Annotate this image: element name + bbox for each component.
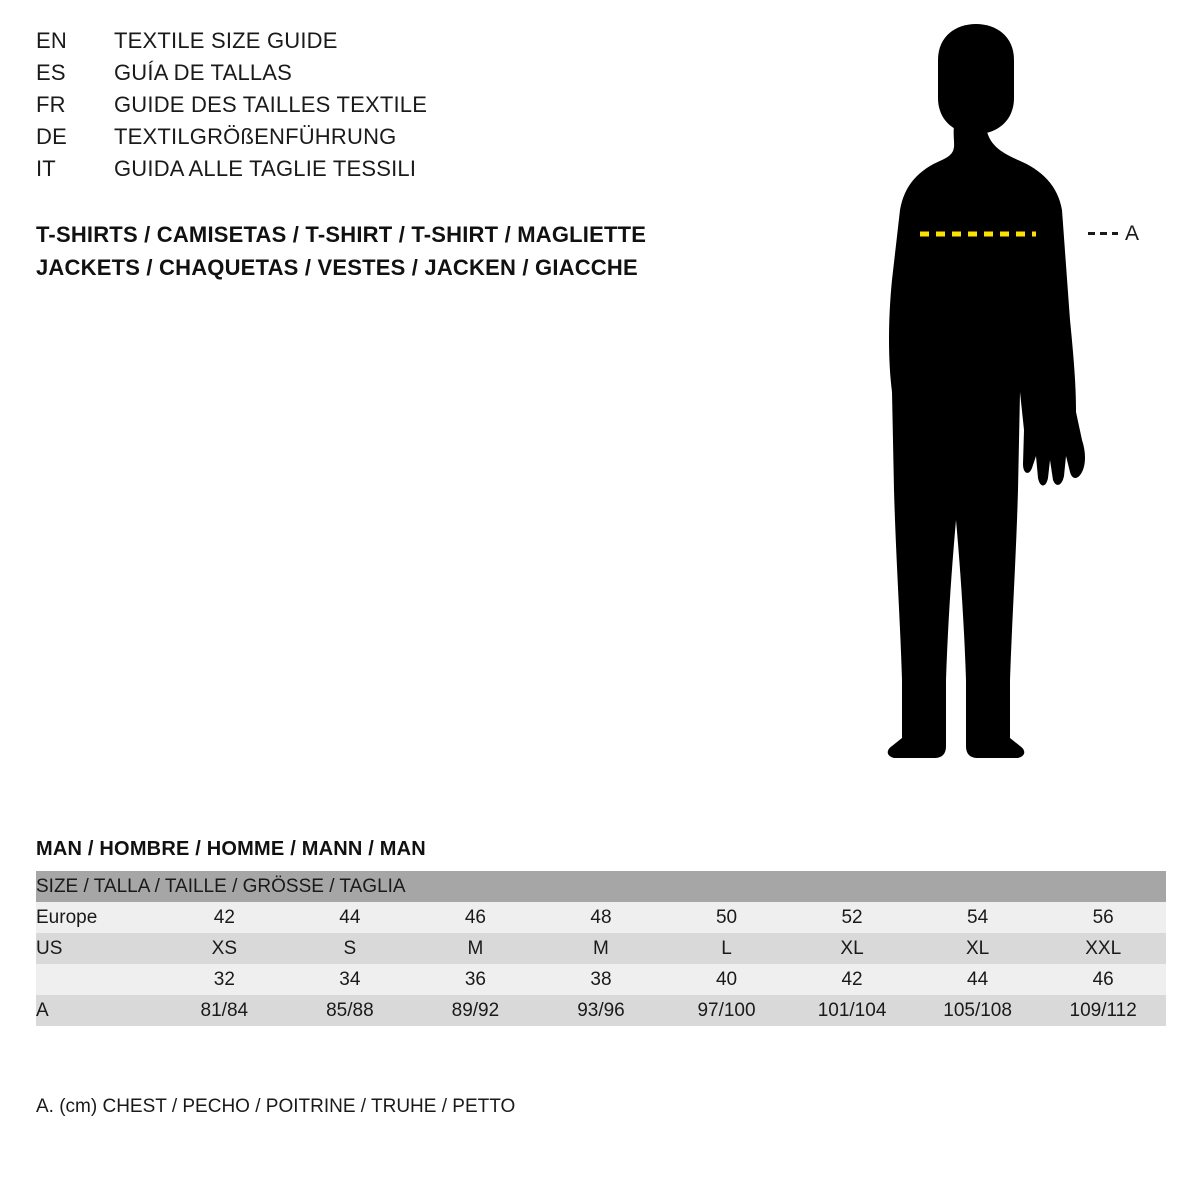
cell-value: 48 (538, 902, 664, 933)
cell-value: 101/104 (789, 995, 915, 1026)
row-label: A (36, 995, 162, 1026)
size-table-section (36, 838, 1166, 1026)
row-label (36, 964, 162, 995)
cell-value: M (538, 933, 664, 964)
cell-value: 42 (162, 902, 288, 933)
cell-value: 54 (915, 902, 1041, 933)
language-code: ES (36, 60, 66, 85)
table-row (36, 995, 1166, 1026)
size-table (36, 871, 1166, 1026)
measure-leader-line (1088, 232, 1118, 235)
cell-value: 56 (1040, 902, 1166, 933)
cell-value: 36 (413, 964, 539, 995)
cell-value: 89/92 (413, 995, 539, 1026)
cell-value: 52 (789, 902, 915, 933)
cell-value: XL (915, 933, 1041, 964)
language-row (36, 124, 736, 156)
language-title: GUÍA DE TALLAS (114, 60, 293, 85)
cell-value: XS (162, 933, 288, 964)
category-tshirts: T-SHIRTS / CAMISETAS / T-SHIRT / T-SHIRT / MAGLIETTE (36, 222, 647, 247)
cell-value: 34 (287, 964, 413, 995)
cell-value: 46 (413, 902, 539, 933)
cell-value: XL (789, 933, 915, 964)
cell-value: 105/108 (915, 995, 1041, 1026)
language-code: FR (36, 92, 66, 117)
language-title: GUIDA ALLE TAGLIE TESSILI (114, 156, 417, 181)
category-list (36, 218, 796, 284)
measure-label-a: A (1125, 222, 1140, 245)
table-row (36, 964, 1166, 995)
language-row (36, 92, 736, 124)
cell-value: 42 (789, 964, 915, 995)
language-title: TEXTILE SIZE GUIDE (114, 28, 338, 53)
cell-value: 50 (664, 902, 790, 933)
table-row (36, 902, 1166, 933)
cell-value: M (413, 933, 539, 964)
language-title: TEXTILGRÖßENFÜHRUNG (114, 124, 397, 149)
cell-value: 44 (287, 902, 413, 933)
cell-value: XXL (1040, 933, 1166, 964)
cell-value: 109/112 (1040, 995, 1166, 1026)
cell-value: L (664, 933, 790, 964)
cell-value: 46 (1040, 964, 1166, 995)
cell-value: 93/96 (538, 995, 664, 1026)
table-header-label: SIZE / TALLA / TAILLE / GRÖSSE / TAGLIA (36, 871, 1166, 902)
language-code: EN (36, 28, 67, 53)
table-row (36, 933, 1166, 964)
table-header-row (36, 871, 1166, 902)
language-code: DE (36, 124, 67, 149)
row-label: Europe (36, 902, 162, 933)
language-title: GUIDE DES TAILLES TEXTILE (114, 92, 428, 117)
row-label: US (36, 933, 162, 964)
cell-value: 44 (915, 964, 1041, 995)
category-jackets: JACKETS / CHAQUETAS / VESTES / JACKEN / GIACCHE (36, 255, 638, 280)
language-code: IT (36, 156, 56, 181)
cell-value: 81/84 (162, 995, 288, 1026)
cell-value: 40 (664, 964, 790, 995)
language-list (36, 28, 736, 188)
table-title: MAN / HOMBRE / HOMME / MANN / MAN (36, 838, 426, 860)
male-body-silhouette-icon (820, 20, 1180, 780)
cell-value: 85/88 (287, 995, 413, 1026)
language-row (36, 28, 736, 60)
cell-value: 32 (162, 964, 288, 995)
cell-value: 97/100 (664, 995, 790, 1026)
language-row (36, 60, 736, 92)
cell-value: 38 (538, 964, 664, 995)
language-row (36, 156, 736, 188)
cell-value: S (287, 933, 413, 964)
footnote-chest-measure: A. (cm) CHEST / PECHO / POITRINE / TRUHE / PETTO (36, 1096, 516, 1117)
